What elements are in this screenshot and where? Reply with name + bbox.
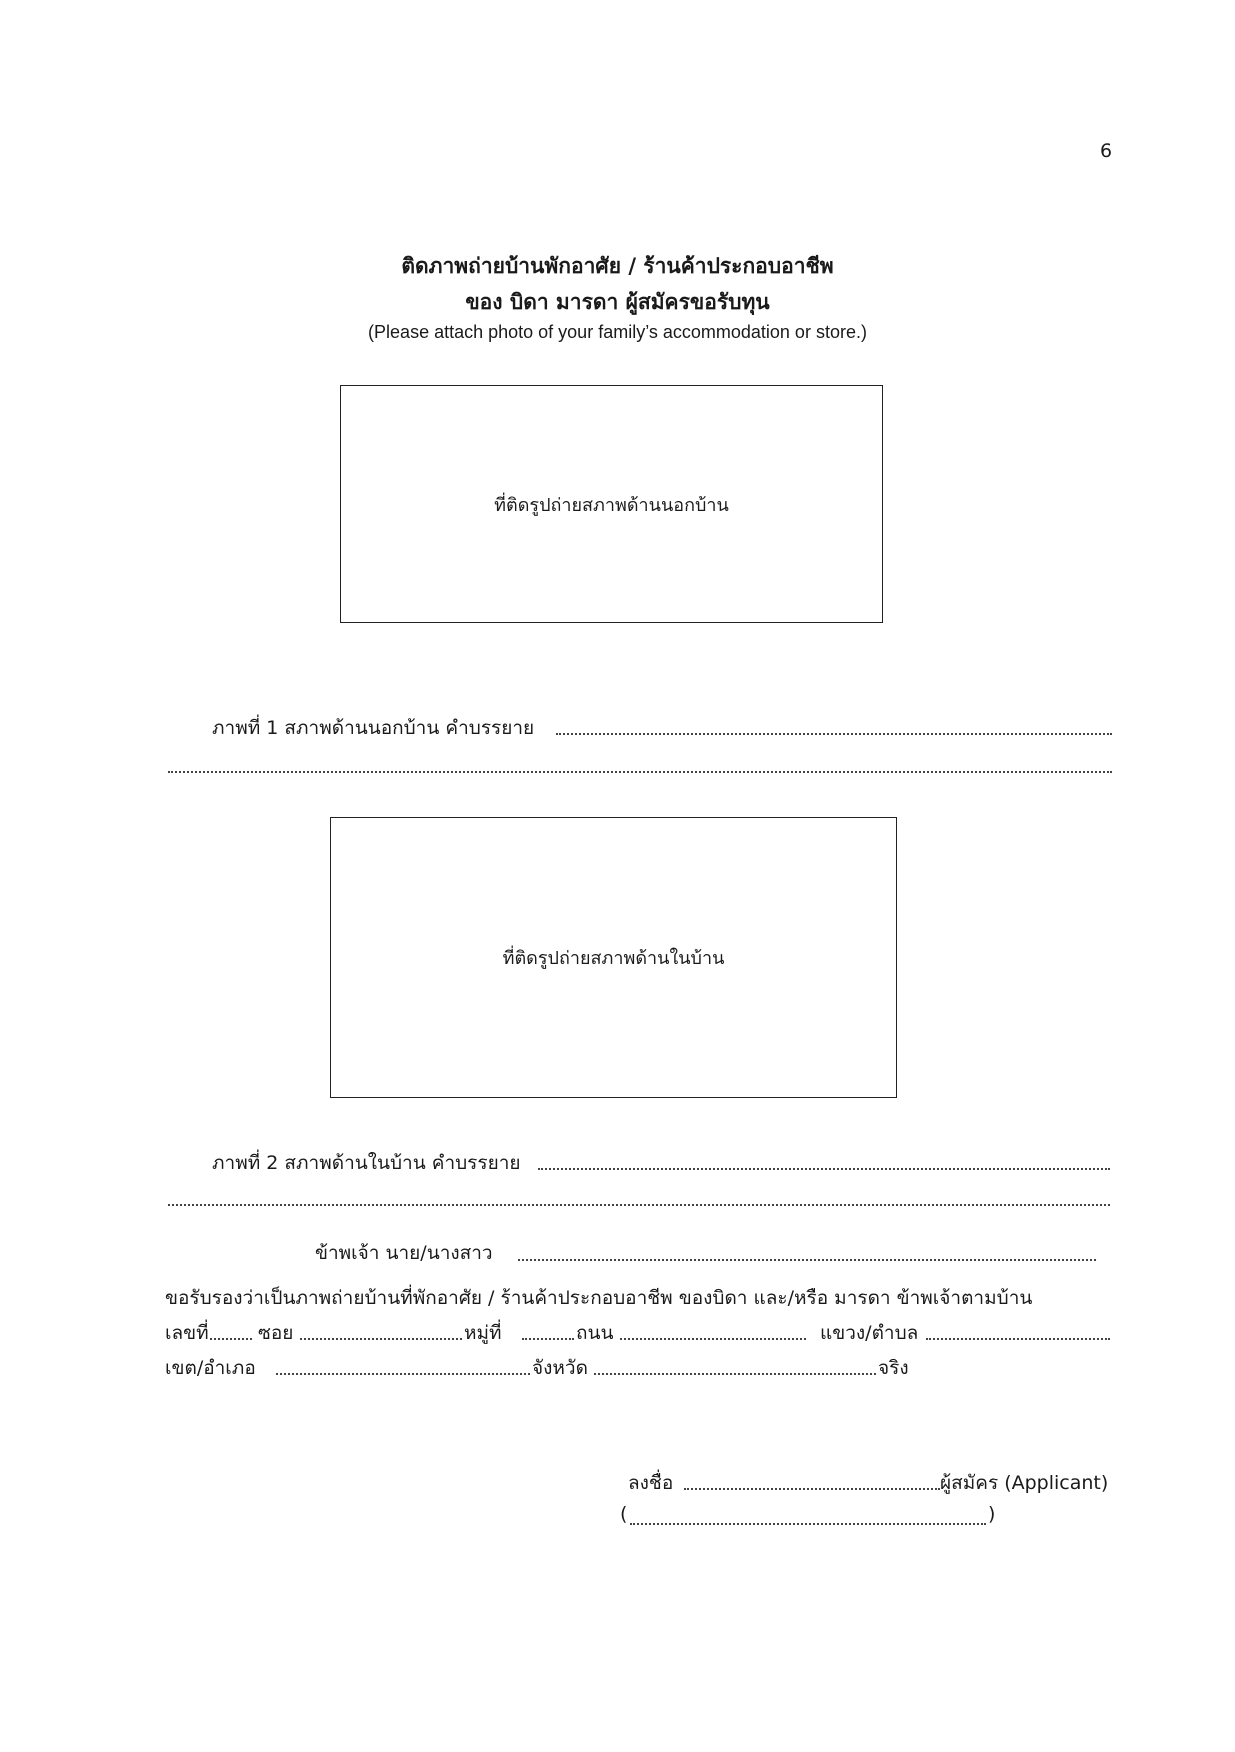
photo-box-interior[interactable] [330, 817, 897, 1098]
name-field[interactable] [518, 1259, 1096, 1261]
photo2-caption-field-line2[interactable] [168, 1204, 1110, 1206]
photo2-caption-field[interactable] [538, 1168, 1110, 1170]
district-label: เขต/อำเภอ [165, 1357, 256, 1379]
true-label: จริง [878, 1357, 909, 1379]
form-title-line1: ติดภาพถ่ายบ้านพักอาศัย / ร้านค้าประกอบอาชีพ [401, 254, 834, 278]
photo-box-interior-label: ที่ติดรูปถ่ายสภาพด้านในบ้าน [502, 948, 725, 969]
province-field[interactable] [594, 1373, 876, 1375]
form-subtitle: (Please attach photo of your family’s accommodation or store.) [368, 322, 867, 342]
photo-box-exterior-label: ที่ติดรูปถ่ายสภาพด้านนอกบ้าน [494, 494, 729, 516]
form-title-line2: ของ บิดา มารดา ผู้สมัครขอรับทุน [465, 290, 770, 314]
name-label: ข้าพเจ้า นาย/นางสาว [315, 1242, 493, 1264]
signature-field[interactable] [684, 1488, 940, 1490]
road-label: ถนน [576, 1322, 614, 1344]
soi-label: ซอย [258, 1322, 294, 1344]
subdistrict-field[interactable] [926, 1338, 1110, 1340]
open-paren: ( [620, 1503, 628, 1525]
page-number: 6 [1100, 140, 1113, 162]
photo-box-exterior[interactable] [340, 385, 883, 623]
close-paren: ) [988, 1503, 996, 1525]
photo1-caption-field-line2[interactable] [168, 771, 1112, 773]
printed-name-field[interactable] [630, 1523, 986, 1525]
applicant-label: ผู้สมัคร (Applicant) [940, 1472, 1109, 1494]
road-field[interactable] [620, 1338, 806, 1340]
sign-label: ลงชื่อ [628, 1472, 674, 1494]
house-no-label: เลขที่ [165, 1322, 209, 1344]
subdistrict-label: แขวง/ตำบล [820, 1322, 919, 1344]
moo-label: หมู่ที่ [464, 1322, 502, 1344]
soi-field[interactable] [300, 1338, 462, 1340]
province-label: จังหวัด [532, 1357, 588, 1379]
photo1-caption-label: ภาพที่ 1 สภาพด้านนอกบ้าน คำบรรยาย [212, 717, 535, 739]
moo-field[interactable] [522, 1338, 574, 1340]
district-field[interactable] [276, 1373, 530, 1375]
certification-statement: ขอรับรองว่าเป็นภาพถ่ายบ้านที่พักอาศัย / ร้านค้าประกอบอาชีพ ของบิดา และ/หรือ มารดา ข้าพเจ้าตามบ้าน [165, 1287, 1033, 1309]
photo1-caption-field[interactable] [556, 733, 1112, 735]
house-no-field[interactable] [210, 1338, 252, 1340]
photo2-caption-label: ภาพที่ 2 สภาพด้านในบ้าน คำบรรยาย [212, 1152, 521, 1174]
